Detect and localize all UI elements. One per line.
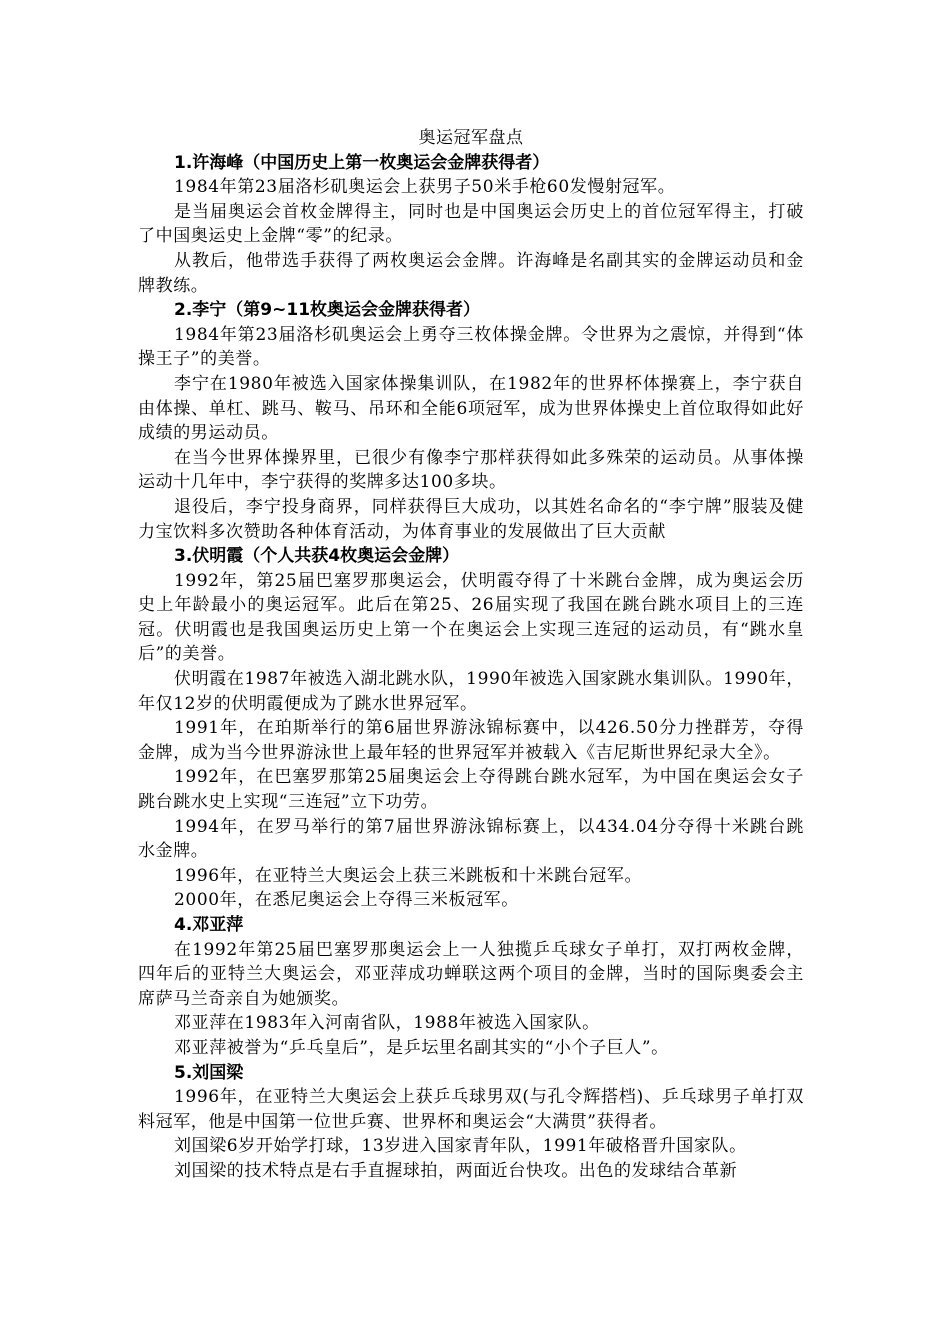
paragraph: 1992年，第25届巴塞罗那奥运会，伏明霞夺得了十米跳台金牌，成为奥运会历史上年龄最小的奥运冠军。此后在第25、26届实现了我国在跳台跳水项目上的三连冠。伏明霞也是我国奥运历史上第一个在奥运会上实现三连冠的运动员，有“跳水皇后”的美誉。 [138,570,804,665]
section-fu-mingxia [138,544,804,913]
section-xu-haifeng [138,151,804,299]
paragraph: 在当今世界体操界里，已很少有像李宁那样获得如此多殊荣的运动员。从事体操运动十几年中，李宁获得的奖牌多达100多块。 [138,447,804,493]
section-heading: 2.李宁（第9~11枚奥运会金牌获得者） [174,300,481,321]
section-deng-yaping [138,913,804,1061]
paragraph: 从教后，他带选手获得了两枚奥运会金牌。许海峰是名副其实的金牌运动员和金牌教练。 [138,250,804,296]
paragraph: 1992年，在巴塞罗那第25届奥运会上夺得跳台跳水冠军，为中国在奥运会女子跳台跳水史上实现“三连冠”立下功劳。 [138,767,804,813]
paragraph: 刘国梁6岁开始学打球，13岁进入国家青年队，1991年破格晋升国家队。 [174,1136,747,1157]
paragraph: 在1992年第25届巴塞罗那奥运会上一人独揽乒乓球女子单打，双打两枚金牌，四年后的亚特兰大奥运会，邓亚萍成功蝉联这两个项目的金牌，当时的国际奥委会主席萨马兰奇亲自为她颁奖。 [138,939,804,1009]
paragraph: 1996年，在亚特兰大奥运会上获乒乓球男双(与孔令辉搭档)、乒乓球男子单打双料冠军，他是中国第一位世乒赛、世界杯和奥运会“大满贯”获得者。 [138,1087,804,1132]
paragraph: 2000年，在悉尼奥运会上夺得三米板冠军。 [174,890,519,911]
section-heading: 5.刘国梁 [174,1062,244,1083]
document-body [138,126,804,1184]
paragraph: 退役后，李宁投身商界，同样获得巨大成功，以其姓名命名的“李宁牌”服装及健力宝饮料多次赞助各种体育活动，为体育事业的发展做出了巨大贡献 [138,496,804,542]
paragraph: 是当届奥运会首枚金牌得主，同时也是中国奥运会历史上的首位冠军得主，打破了中国奥运史上金牌“零”的纪录。 [138,201,804,247]
paragraph: 刘国梁的技术特点是右手直握球拍，两面近台快攻。出色的发球结合革新 [174,1160,738,1181]
paragraph: 李宁在1980年被选入国家体操集训队，在1982年的世界杯体操赛上，李宁获自由体操、单杠、跳马、鞍马、吊环和全能6项冠军，成为世界体操史上首位取得如此好成绩的男运动员。 [138,373,804,444]
section-heading: 1.许海峰（中国历史上第一枚奥运会金牌获得者） [174,152,550,173]
paragraph: 1984年第23届洛杉矶奥运会上获男子50米手枪60发慢射冠军。 [174,177,676,198]
section-heading: 3.伏明霞（个人共获4枚奥运会金牌） [174,546,460,567]
section-li-ning [138,298,804,544]
paragraph: 1984年第23届洛杉矶奥运会上勇夺三枚体操金牌。令世界为之震惊，并得到“体操王子”的美誉。 [138,324,804,370]
paragraph: 邓亚萍在1983年入河南省队，1988年被选入国家队。 [174,1013,600,1034]
document-title: 奥运冠军盘点 [418,128,524,148]
paragraph: 伏明霞在1987年被选入湖北跳水队，1990年被选入国家跳水集训队。1990年，年仅12岁的伏明霞便成为了跳水世界冠军。 [138,669,804,714]
paragraph: 1991年，在珀斯举行的第6届世界游泳锦标赛中，以426.50分力挫群芳，夺得金牌，成为当今世界游泳世上最年轻的世界冠军并被载入《吉尼斯世界纪录大全》。 [138,718,804,763]
section-liu-guoliang [138,1061,804,1184]
paragraph: 1996年，在亚特兰大奥运会上获三米跳板和十米跳台冠军。 [174,865,643,886]
paragraph: 1994年，在罗马举行的第7届世界游泳锦标赛上，以434.04分夺得十米跳台跳水金牌。 [138,816,804,862]
section-heading: 4.邓亚萍 [174,915,244,935]
paragraph: 邓亚萍被誉为“乒乓皇后”，是乒坛里名副其实的“小个子巨人”。 [174,1037,669,1058]
